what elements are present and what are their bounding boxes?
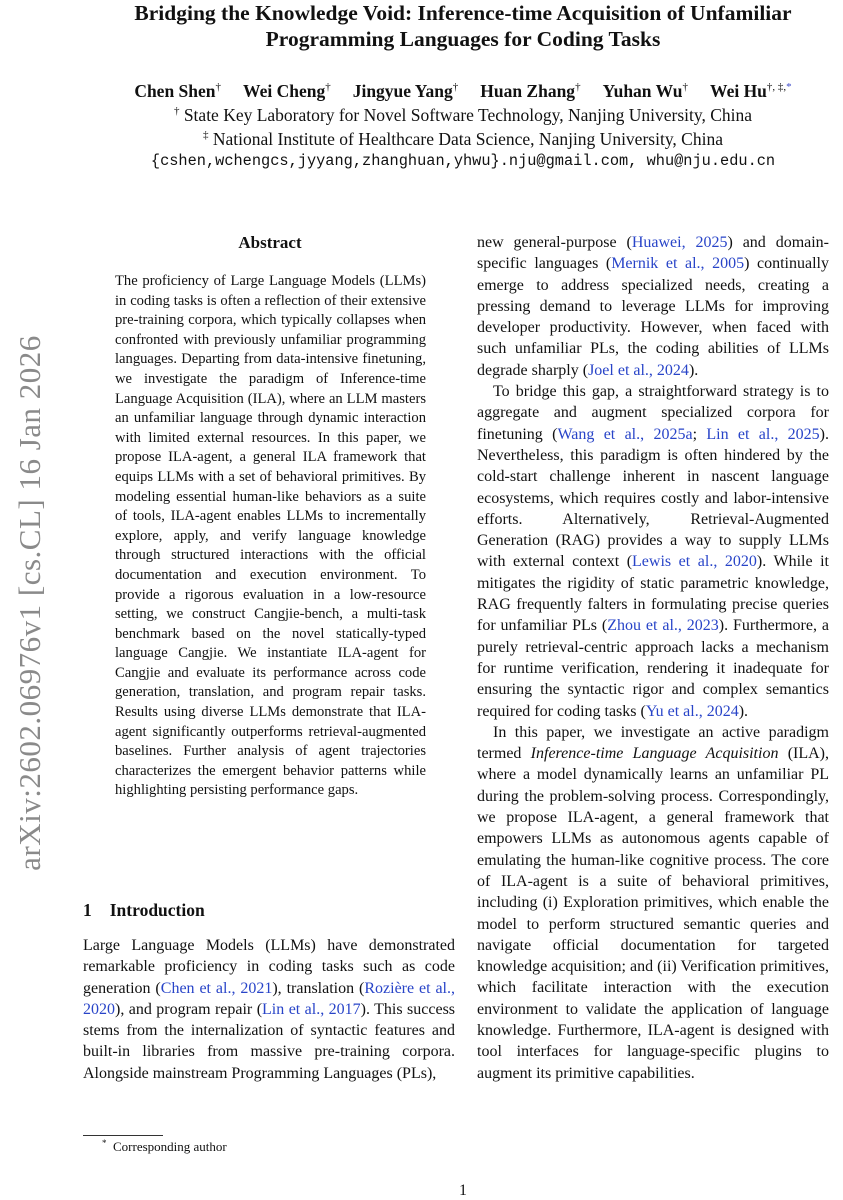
affiliation-mark: ‡ [203, 129, 209, 141]
paragraph [477, 232, 829, 381]
affiliation-marks: † [215, 81, 222, 93]
citation-link[interactable]: Joel et al., 2024 [588, 361, 689, 379]
abstract-heading: Abstract [238, 233, 302, 252]
citation-link[interactable]: Mernik et al., 2005 [611, 255, 745, 273]
affiliation-marks: † [575, 81, 581, 93]
author [710, 81, 792, 101]
citation-link[interactable]: Rozière et al., 2020 [83, 979, 455, 1018]
affiliation-text: National Institute of Healthcare Data Science, Nanjing University, China [212, 129, 723, 149]
author-name: Wei Cheng [243, 81, 326, 101]
emphasized-text: Inference-time Language Acquisition [530, 745, 779, 763]
citation-link[interactable]: Yu et al., 2024 [645, 702, 739, 720]
affiliation-marks: † [682, 81, 689, 93]
text-span: Large Language Models (LLMs) have demonstrated remarkable proficiency in coding tasks such as code generation ( [83, 937, 455, 997]
author-name: Chen Shen [134, 81, 216, 101]
text-span: In this paper, we investigate an active paradigm termed [477, 723, 829, 763]
affiliation-1 [83, 105, 843, 126]
author [480, 81, 580, 101]
corresponding-mark[interactable]: * [786, 81, 792, 93]
affiliation-marks: †, ‡, [766, 81, 787, 93]
citation-link[interactable]: Chen et al., 2021 [160, 979, 273, 997]
text-span: ). [738, 702, 749, 720]
author-marks [683, 81, 689, 93]
text-span: ). Furthermore, a purely retrieval-centric approach lacks a mechanism for runtime verification, rendering it inadequate for ensuring the syntactic rigor and complex semantics required for coding tasks ( [477, 617, 829, 720]
section-title: Introduction [109, 900, 205, 920]
author-marks [767, 81, 792, 93]
author-name: Huan Zhang [480, 81, 576, 101]
paper-title: Bridging the Knowledge Void: Inference-time Acquisition of Unfamiliar Programming Languages for Coding Tasks [134, 1, 792, 51]
right-column-body [477, 232, 829, 1084]
author-marks [325, 81, 331, 93]
author-emails: {cshen,wchengcs,jyyang,zhanghuan,yhwu}.nju@gmail.com, whu@nju.edu.cn [150, 152, 776, 170]
footnote-mark: * [102, 1138, 107, 1148]
paragraph [477, 381, 829, 722]
author-list [83, 81, 843, 102]
author-marks [575, 81, 581, 93]
section-heading [83, 900, 205, 921]
text-span: ; [692, 425, 707, 443]
affiliation-2 [83, 129, 843, 150]
citation-link[interactable]: Lin et al., 2017 [262, 1000, 361, 1018]
paragraph [477, 722, 829, 1084]
author [134, 81, 221, 101]
citation-link[interactable]: Huawei, 2025 [631, 234, 728, 251]
affiliation-mark: † [173, 105, 180, 117]
text-span: ) and domain-specific languages ( [477, 234, 830, 273]
author-name: Yuhan Wu [602, 81, 683, 101]
citation-link[interactable]: Wang et al., 2025a [557, 425, 693, 443]
citation-link[interactable]: Zhou et al., 2023 [607, 617, 719, 635]
citation-link[interactable]: Lewis et al., 2020 [632, 553, 757, 571]
text-span: ). Nevertheless, this paradigm is often hindered by the cold-start challenge inherent in nascent language ecosystems, which requires costly and labor-intensive efforts. Alternatively, Retrieval-Augmented Generation (RAG) provides a way to supply LLMs with external context ( [477, 425, 829, 571]
left-column-body [83, 935, 455, 1084]
text-span: To bridge this gap, a straightforward strategy is to aggregate and augment specialized corpora for finetuning ( [477, 383, 829, 443]
section-number: 1 [83, 900, 92, 920]
arxiv-stamp: arXiv:2602.06976v1 [cs.CL] 16 Jan 2026 [12, 335, 47, 871]
page-number: 1 [459, 1182, 467, 1199]
affiliation-marks: † [452, 81, 459, 93]
author-marks [453, 81, 459, 93]
text-span: (ILA), where a model dynamically learns an unfamiliar PL during the problem-solving process. Correspondingly, we propose ILA-agent, a general framework that empowers LLMs as autonomous agents capable of emulating the human-like cognitive process. The core of ILA-agent is a suite of behavioral primitives, including (i) Exploration primitives, which enable the model to perform structured semantic queries and navigate official documentation for targeted knowledge acquisition; and (ii) Verification primitives, which facilitate interaction with the execution environment to validate the application of language knowledge. Furthermore, ILA-agent is designed with tool interfaces for language-specific plugins to augment its primitive capabilities. [477, 745, 830, 1082]
text-span: ). [688, 361, 699, 379]
abstract-text: The proficiency of Large Language Models (LLMs) in coding tasks is often a reflection of their extensive pre-training corpora, which typically collapses when confronted with previously unfamiliar programming languages. Departing from data-intensive finetuning, we investigate the paradigm of Inference-time Language Acquisition (ILA), where an LLM masters an unfamiliar language through dynamic interaction with limited external resources. In this paper, we propose ILA-agent, a general ILA framework that equips LLMs with a set of behavioral primitives. By modeling essential human-like behaviors as a suite of tools, ILA-agent enables LLMs to incrementally explore, apply, and verify language knowledge through structured interactions with the official documentation and execution environment. To provide a rigorous evaluation in a low-resource setting, we construct Cangjie-bench, a multi-task benchmark based on the novel statically-typed language Cangjie. We instantiate ILA-agent for Cangjie and evaluate its performance across code generation, translation, and program repair tasks. Results using diverse LLMs demonstrate that ILA-agent significantly outperforms retrieval-augmented baselines. Further analysis of agent trajectories characterizes the emergent behavior patterns while highlighting persisting performance gaps. [115, 273, 426, 799]
author-marks [216, 81, 222, 93]
text-span: new general-purpose ( [477, 234, 632, 251]
text-span: ) continually emerge to address specialized needs, creating a pressing demand to leverage LLMs for improving developer productivity. However, when faced with such unfamiliar PLs, the coding abilities of LLMs degrade sharply ( [477, 255, 829, 379]
text-span: ), and program repair ( [115, 1000, 263, 1018]
text-span: ). This success stems from the internalization of syntactic features and built-in libraries from massive pre-training corpora. Alongside mainstream Programming Languages (PLs), [83, 1000, 456, 1082]
author-name: Jingyue Yang [352, 81, 453, 101]
footnote-rule [83, 1135, 163, 1136]
author [353, 81, 459, 101]
author [243, 81, 331, 101]
text-span: ). While it mitigates the rigidity of static parametric knowledge, RAG frequently falters in formulating precise queries for unfamiliar PLs ( [477, 553, 829, 635]
author [603, 81, 688, 101]
text-span: ), translation ( [272, 979, 365, 997]
citation-link[interactable]: Lin et al., 2025 [706, 425, 820, 443]
paragraph [83, 935, 455, 1084]
footnote [102, 1138, 227, 1155]
affiliation-marks: † [325, 81, 331, 93]
footnote-text: Corresponding author [113, 1139, 227, 1154]
affiliation-text: State Key Laboratory for Novel Software Technology, Nanjing University, China [183, 105, 753, 125]
author-name: Wei Hu [710, 81, 767, 101]
